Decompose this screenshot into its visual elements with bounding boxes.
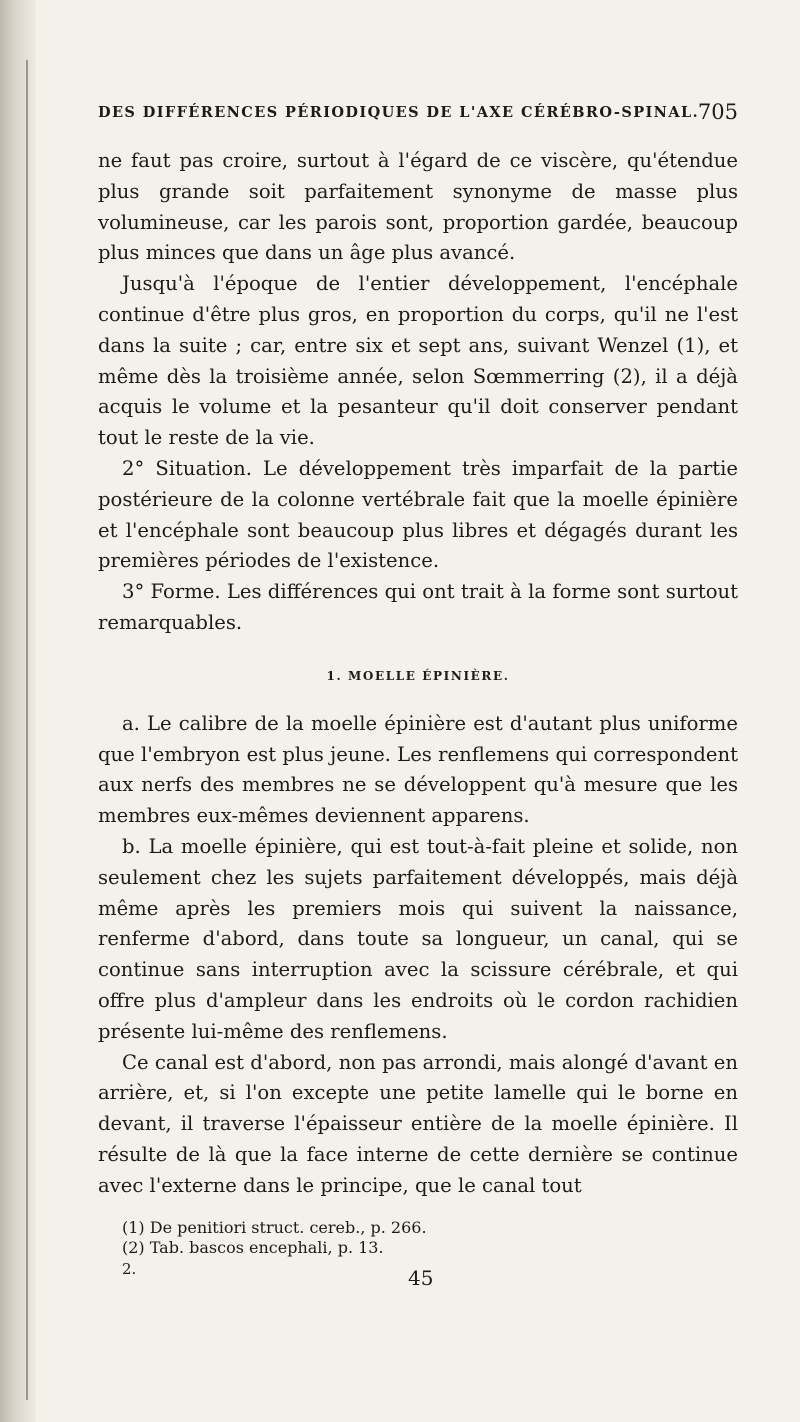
binding-edge <box>26 60 28 1400</box>
footnotes <box>98 1218 738 1258</box>
paragraph-b: b. La moelle épinière, qui est tout-à-fait pleine et solide, non seulement chez les sujets parfaitement développés, mais déjà même après les premiers mois qui suivent la naissance, renferme d'abord, dans toute sa longueur, un canal, qui se continue sans interruption avec la scissure cérébrale, et qui offre plus d'ampleur dans les endroits où le cordon rachidien présente lui-même des renflemens. <box>98 834 738 1043</box>
signature-line <box>98 1259 738 1290</box>
paragraph-forme: 3° Forme. Les différences qui ont trait à la forme sont surtout remarquables. <box>98 580 738 634</box>
page-number: 705 <box>697 100 738 124</box>
running-head <box>88 102 738 126</box>
signature-number: 45 <box>408 1265 434 1290</box>
running-title: DES DIFFÉRENCES PÉRIODIQUES DE L'AXE CÉRÉBRO-SPINAL. <box>98 104 700 121</box>
page-gutter-shadow <box>0 0 36 1422</box>
paragraph-canal: Ce canal est d'abord, non pas arrondi, mais alongé d'avant en arrière, et, si l'on excepte une petite lamelle qui le borne en devant, il traverse l'épaisseur entière de la moelle épinière. Il résulte de là que la face interne de cette dernière se continue avec l'externe dans le principe, que le canal tout <box>98 1050 738 1197</box>
page-body <box>98 146 738 1290</box>
paragraph-encephale: Jusqu'à l'époque de l'entier développement, l'encéphale continue d'être plus gros, en proportion du corps, qu'il ne l'est dans la suite ; car, entre six et sept ans, suivant Wenzel (1), et même dès la troisième année, selon Sœmmerring (2), il a déjà acquis le volume et la pesanteur qu'il doit conserver pendant tout le reste de la vie. <box>98 272 738 450</box>
paragraph-continuation: ne faut pas croire, surtout à l'égard de ce viscère, qu'étendue plus grande soit parfaitement synonyme de masse plus volumineuse, car les parois sont, proportion gardée, beaucoup plus minces que dans un âge plus avancé. <box>98 149 738 265</box>
footnote-1: (1) De penitiori struct. cereb., p. 266. <box>122 1217 427 1237</box>
signature-mark: 2. <box>122 1259 137 1278</box>
section-heading: 1. MOELLE ÉPINIÈRE. <box>326 668 510 683</box>
paragraph-situation: 2° Situation. Le développement très imparfait de la partie postérieure de la colonne vertébrale fait que la moelle épinière et l'encéphale sont beaucoup plus libres et dégagés durant les premières périodes de l'existence. <box>98 456 738 573</box>
paragraph-a: a. Le calibre de la moelle épinière est d'autant plus uniforme que l'embryon est plus jeune. Les renflemens qui correspondent aux nerfs des membres ne se développent qu'à mesure que les membres eux-mêmes deviennent apparens. <box>98 711 738 828</box>
footnote-2: (2) Tab. bascos encephali, p. 13. <box>122 1237 384 1257</box>
